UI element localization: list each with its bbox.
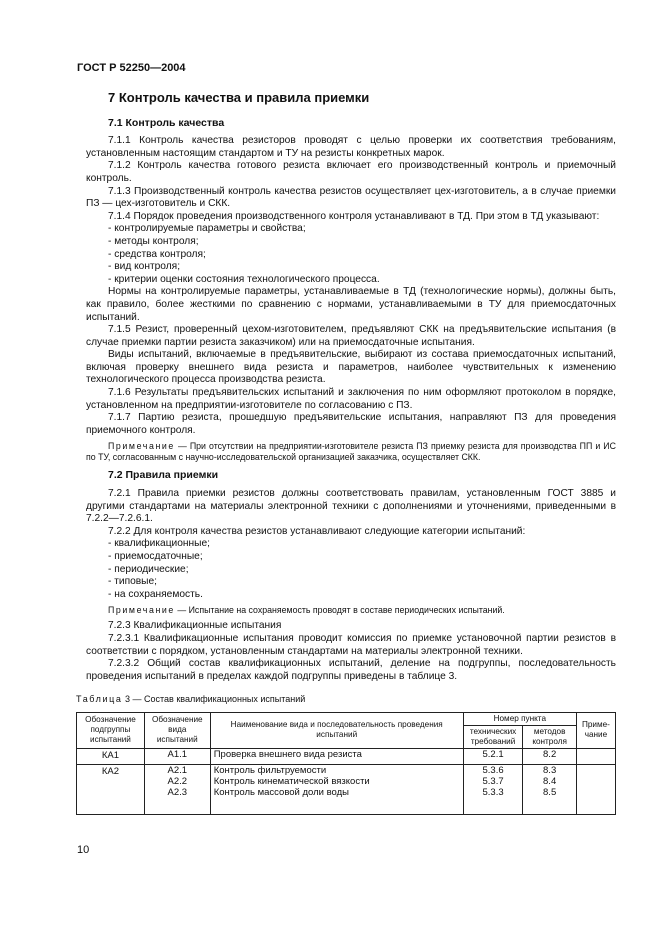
list-item: - приемосдаточные; [108, 551, 203, 562]
cell-tech-value: 5.3.7 [482, 775, 504, 787]
header-test-name: Наименование вида и последовательность проведения испытаний [210, 712, 463, 748]
paragraph-7-1-2: 7.1.2 Контроль качества готового резиста включает его производственный контроль и приемочный контроль. [86, 160, 616, 184]
note-label: Примечание [108, 605, 175, 616]
paragraph-7-1-3: 7.1.3 Производственный контроль качества резистов осуществляет цех-изготовитель, а в случае приемки ПЗ — цех-изготовитель и СКК. [86, 185, 616, 210]
cell-name: Контроль фильтруемости [213, 764, 327, 776]
list-item: - методы контроля; [108, 235, 199, 247]
cell-tech [463, 748, 523, 764]
list-item: - средства контроля; [108, 248, 206, 260]
qualification-tests-table [76, 712, 616, 815]
cell-group: КА1 [77, 748, 145, 764]
page-number: 10 [77, 844, 90, 856]
cell-note [576, 764, 615, 814]
cell-names [210, 748, 463, 764]
table-caption-text: 3 — Состав квалификационных испытаний [122, 694, 306, 705]
paragraph-7-1-5: 7.1.5 Резист, проверенный цехом-изготовителем, предъявляют СКК на предъявительские испытания (в случае приемки партии резиста заказчиком) или на приемосдаточные испытания. [86, 324, 616, 348]
cell-names [210, 764, 463, 814]
paragraph-7-2-3-2: 7.2.3.2 Общий состав квалификационных испытаний, деление на подгруппы, последовательность проведения испытаний в пределах каждой подгруппы приведены в таблице 3. [86, 658, 616, 682]
list-item: - типовые; [108, 576, 157, 588]
note-label: Примечание [108, 441, 175, 452]
cell-id: А1.1 [167, 748, 188, 760]
cell-name: Проверка внешнего вида резиста [213, 748, 362, 760]
cell-method-value: 8.4 [543, 775, 557, 787]
cell-tech-value: 5.3.3 [482, 786, 504, 798]
note-text: — Испытание на сохраняемость проводят в составе периодических испытаний. [174, 605, 505, 616]
paragraph-7-2-3: 7.2.3 Квалификационные испытания [108, 620, 282, 632]
paragraph-7-1-4: 7.1.4 Порядок проведения производственного контроля устанавливают в ТД. При этом в ТД указывают: [108, 210, 600, 222]
cell-method [523, 748, 576, 764]
cell-tech [463, 764, 523, 814]
table-row [77, 764, 616, 814]
header-control-methods: методов контроля [523, 725, 576, 748]
list-item: - критерии оценки состояния технологического процесса. [108, 273, 380, 285]
note-text: — При отсутствии на предприятии-изготовителе резиста ПЗ приемку резиста для производства ПП и ИС по ТУ, согласованным с научно-исследовательской организацией заказчика, осуществляет СКК. [86, 441, 616, 463]
document-header: ГОСТ Р 52250—2004 [77, 62, 186, 74]
list-item: - квалификационные; [108, 538, 210, 550]
section-title: 7 Контроль качества и правила приемки [108, 90, 370, 105]
cell-method-value: 8.5 [543, 786, 557, 798]
cell-id: А2.3 [167, 786, 188, 798]
paragraph-7-2-1: 7.2.1 Правила приемки резистов должны соответствовать правилам, установленным ГОСТ 3885 и другими стандартами на материалы электронной техники с дополнениями и уточнениями, приведенными в 7.2.2—7.2.6.1. [86, 488, 616, 525]
list-item: - периодические; [108, 563, 189, 575]
note-7-2 [86, 605, 616, 616]
table-caption-label: Таблица [76, 694, 123, 705]
header-tech-requirements: технических требований [463, 725, 523, 748]
paragraph-7-1-1: 7.1.1 Контроль качества резисторов проводят с целью проверки их соответствия требованиям, установленным настоящим стандартом и ТУ на резисты конкретных марок. [86, 135, 616, 159]
table-caption [76, 693, 616, 706]
cell-ids [144, 748, 210, 764]
table-row [77, 748, 616, 764]
cell-group: КА2 [77, 764, 145, 814]
table-header-row [77, 712, 616, 725]
list-item: - на сохраняемость. [108, 588, 203, 600]
note-7-1 [86, 441, 616, 463]
cell-note [576, 748, 615, 764]
header-subgroup: Обозначение подгруппы испытаний [77, 712, 145, 748]
list-item: - контролируемые параметры и свойства; [108, 223, 306, 235]
cell-method-value: 8.3 [543, 764, 557, 776]
header-test-id: Обозначение вида испытаний [144, 712, 210, 748]
cell-id: А2.1 [167, 764, 188, 776]
header-note: Приме-чание [576, 712, 615, 748]
document-body [76, 90, 616, 815]
cell-name: Контроль массовой доли воды [213, 786, 349, 798]
list-item: - вид контроля; [108, 261, 181, 273]
paragraph-7-2-2: 7.2.2 Для контроля качества резистов устанавливают следующие категории испытаний: [108, 525, 526, 537]
cell-method-value: 8.2 [543, 748, 557, 760]
paragraph-7-2-3-1: 7.2.3.1 Квалификационные испытания проводит комиссия по приемке установочной партии резистов в соответствии с порядком, установленным стандартами на материалы электронной техники. [86, 632, 616, 657]
paragraph-norms: Нормы на контролируемые параметры, устанавливаемые в ТД (технологические нормы), должны быть, как правило, более жесткими по сравнению с нормами, устанавливаемыми в ТУ для приемосдаточных испытаний. [86, 286, 616, 323]
paragraph-7-1-7: 7.1.7 Партию резиста, прошедшую предъявительские испытания, направляют ПЗ для проведения приемочного контроля. [86, 412, 616, 436]
cell-tech-value: 5.2.1 [482, 748, 504, 760]
paragraph-7-1-6: 7.1.6 Результаты предъявительских испытаний и заключения по ним оформляют протоколом в порядке, установленном на предприятии-изготовителе по согласованию с ПЗ. [86, 387, 616, 411]
cell-name: Контроль кинематической вязкости [213, 775, 370, 787]
subsection-title-7-2: 7.2 Правила приемки [108, 469, 219, 482]
subsection-title-7-1: 7.1 Контроль качества [108, 116, 225, 129]
cell-tech-value: 5.3.6 [482, 764, 504, 776]
cell-id: А2.2 [167, 775, 188, 787]
cell-ids [144, 764, 210, 814]
cell-method [523, 764, 576, 814]
header-clause-number: Номер пункта [463, 712, 576, 725]
paragraph-test-types: Виды испытаний, включаемые в предъявительские, выбирают из состава приемосдаточных испытаний, включая проверку внешнего вида резиста и параметров, наиболее чувствительных к изменению технологического процесса производства резиста. [86, 349, 616, 386]
